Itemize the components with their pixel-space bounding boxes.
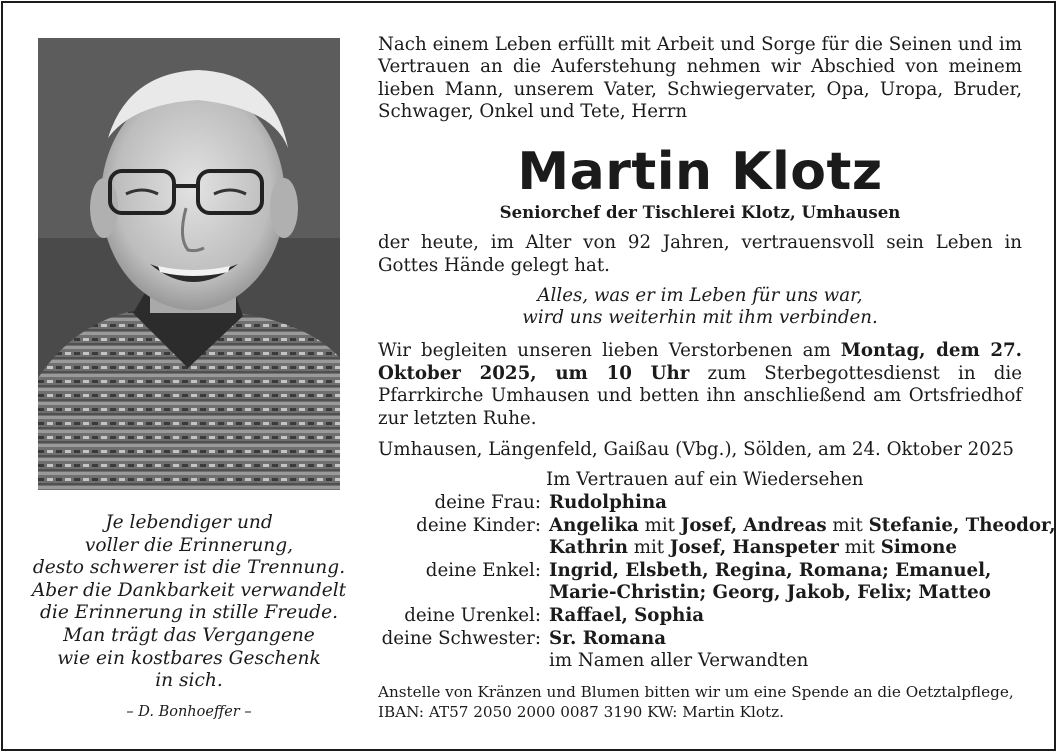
relatives-line: im Namen aller Verwandten <box>549 650 809 672</box>
deceased-title: Seniorchef der Tischlerei Klotz, Umhausen <box>499 202 901 222</box>
poem <box>26 512 352 693</box>
mourner-label: deine Schwester: <box>381 627 541 649</box>
poem-line: desto schwerer ist die Trennung. <box>32 557 346 579</box>
donation-iban: IBAN: AT57 2050 2000 0087 3190 KW: Martin Klotz. <box>378 703 784 721</box>
place-and-date: Umhausen, Längenfeld, Gaißau (Vbg.), Sölden, am 24. Oktober 2025 <box>378 439 1014 460</box>
mourner-row-children <box>378 514 1056 560</box>
mourner-row-sister <box>378 628 1022 651</box>
poem-author: – D. Bonhoeffer – <box>126 704 252 720</box>
poem-line: Aber die Dankbarkeit verwandelt <box>31 579 347 601</box>
mourners-list <box>378 492 1056 673</box>
mourner-row-grandchildren <box>378 560 1022 605</box>
mourner-names: Sr. Romana <box>549 627 666 649</box>
mourner-row-relatives <box>378 650 1022 673</box>
mourner-row-great-grandchildren <box>378 605 1022 628</box>
mourner-label: deine Kinder: <box>416 514 541 536</box>
mourner-names: Raffael, Sophia <box>549 604 705 626</box>
ceremony-text: Wir begleiten unseren lieben Verstorbenen am <box>378 340 841 361</box>
quote-line: Alles, was er im Leben für uns war, <box>537 285 863 306</box>
deceased-name: Martin Klotz <box>517 142 883 202</box>
ceremony-text: zum Sterbegottesdienst in die Pfarrkirche Umhausen und betten ihn anschließend am Ortsfriedhof zur letzten Ruhe. <box>378 362 1022 429</box>
poem-line: wie ein kostbares Geschenk <box>57 647 321 669</box>
ceremony-paragraph <box>378 340 1022 430</box>
mourner-names: Angelika mit Josef, Andreas mit Stefanie, Theodor, <box>549 514 1056 536</box>
mourner-names: Rudolphina <box>549 492 667 513</box>
donation-note <box>378 682 1058 722</box>
portrait-photo <box>38 38 340 490</box>
mourner-names: Marie-Christin; Georg, Jakob, Felix; Matteo <box>549 582 991 604</box>
quote-line: wird uns weiterhin mit ihm verbinden. <box>522 307 878 329</box>
donation-line: Anstelle von Kränzen und Blumen bitten wir um eine Spende an die Oetztalpflege, <box>378 683 1014 701</box>
mourner-label: deine Frau: <box>434 492 541 513</box>
intro-paragraph: Nach einem Leben erfüllt mit Arbeit und Sorge für die Seinen und im Vertrauen an die Auferstehung nehmen wir Abschied von meinem lieben Mann, unserem Vater, Schwiegervater, Opa, Uropa, Bruder, Schwager, Onkel und Tete, Herrn <box>378 34 1022 123</box>
ceremony-date: Montag, dem 27. Oktober 2025, um 10 Uhr <box>378 340 1022 384</box>
memorial-quote <box>378 285 1022 330</box>
poem-line: voller die Erinnerung, <box>84 534 294 556</box>
poem-line: in sich. <box>155 670 223 692</box>
mourner-label: deine Urenkel: <box>404 604 541 626</box>
mourner-names: Kathrin mit Josef, Hanspeter mit Simone <box>549 537 957 559</box>
mourner-row-wife <box>378 492 1022 515</box>
poem-line: Je lebendiger und <box>105 512 273 533</box>
poem-line: Man trägt das Vergangene <box>63 624 315 646</box>
poem-line: die Erinnerung in stille Freude. <box>40 602 338 624</box>
mourners-intro: Im Vertrauen auf ein Wiedersehen <box>546 469 864 490</box>
mourner-label: deine Enkel: <box>425 559 541 581</box>
passing-paragraph: der heute, im Alter von 92 Jahren, vertrauensvoll sein Leben in Gottes Hände gelegt hat. <box>378 232 1022 276</box>
mourner-names: Ingrid, Elsbeth, Regina, Romana; Emanuel, <box>549 559 992 581</box>
